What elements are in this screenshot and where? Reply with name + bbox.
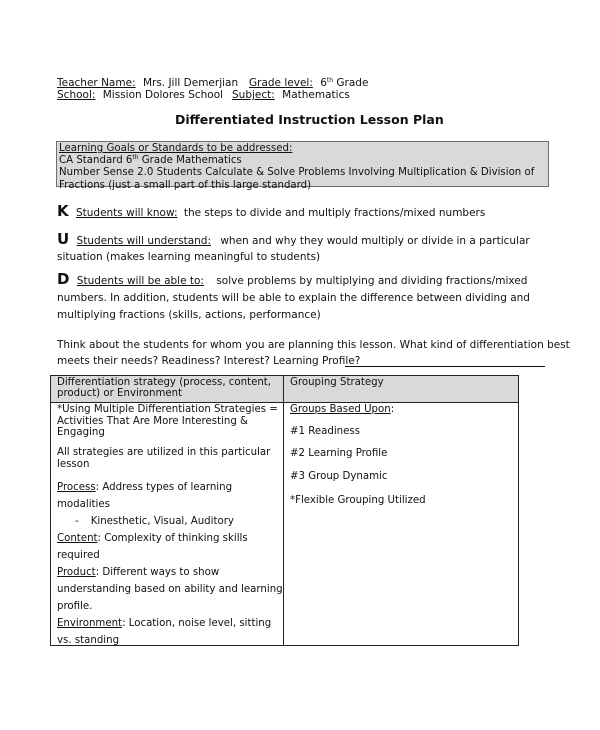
school-value: Mission Dolores School [102, 89, 224, 101]
subject-value: Mathematics [282, 89, 350, 101]
subject-row [232, 89, 350, 101]
understand-label: Students will understand: [76, 235, 211, 247]
modality-bullet [75, 516, 234, 528]
strategy-line-4: All strategies are utilized in this particular [57, 447, 271, 458]
environment-label: Environment [57, 618, 123, 629]
groups-heading-label: Groups Based Upon [290, 404, 391, 415]
able-text-2: numbers. In addition, students will be able to explain the difference between dividing and [57, 292, 530, 304]
understand-row [57, 230, 530, 248]
able-row [57, 270, 527, 288]
content-line-2: required [57, 550, 100, 561]
strategy-line-3: Engaging [57, 427, 105, 438]
col-header-grouping-label: Grouping Strategy [290, 377, 384, 388]
process-line [57, 482, 232, 494]
table-header-row [51, 376, 519, 403]
strategy-cell [51, 403, 284, 646]
know-letter: K [57, 202, 69, 220]
product-label: Product [57, 567, 96, 578]
understand-letter: U [57, 230, 70, 248]
table-row [51, 403, 519, 646]
learning-goals-line3: Number Sense 2.0 Students Calculate & Solve Problems Involving Multiplication & Division of [59, 167, 535, 179]
col-header-strategy-l1: Differentiation strategy (process, content, [57, 377, 272, 388]
product-line [57, 567, 219, 579]
teacher-name-row [57, 77, 238, 89]
content-text: : Complexity of thinking skills [97, 533, 248, 544]
groups-heading-colon: : [390, 404, 395, 415]
able-label: Students will be able to: [76, 275, 204, 287]
strategy-line-5: lesson [57, 459, 90, 470]
group-item-3: #3 Group Dynamic [290, 471, 388, 482]
teacher-name-label: Teacher Name: [57, 77, 136, 89]
col-header-strategy [51, 376, 284, 403]
grouping-cell [284, 403, 519, 646]
environment-text: : Location, noise level, sitting [122, 618, 272, 629]
prompt-line-2: meets their needs? Readiness? Interest? Learning Profile? [57, 355, 361, 367]
process-line-2: modalities [57, 499, 110, 510]
teacher-name-value: Mrs. Jill Demerjian [142, 77, 239, 89]
strategy-table [50, 375, 519, 646]
able-text-3: multiplying fractions (skills, actions, performance) [57, 309, 321, 321]
process-label: Process [57, 482, 96, 493]
strategy-line-2: Activities That Are More Interesting & [57, 416, 248, 427]
product-text: : Different ways to show [95, 567, 220, 578]
bullet-dash: - [75, 516, 79, 527]
prompt-line-1: Think about the students for whom you are planning this lesson. What kind of differentiation best [57, 339, 570, 351]
understand-text-1: when and why they would multiply or divide in a particular [220, 235, 530, 247]
modality-text: Kinesthetic, Visual, Auditory [90, 516, 234, 527]
content-line [57, 533, 248, 545]
col-header-strategy-l2: product) or Environment [57, 388, 183, 399]
able-letter: D [57, 270, 70, 288]
know-row [57, 202, 485, 220]
understand-text-2: situation (makes learning meaningful to students) [57, 251, 321, 263]
school-row [57, 89, 223, 101]
able-text-1: solve problems by multiplying and dividing fractions/mixed [216, 275, 528, 287]
learning-goals-heading: Learning Goals or Standards to be addressed: [59, 143, 293, 154]
content-label: Content [57, 533, 98, 544]
groups-heading [290, 404, 394, 416]
know-label: Students will know: [75, 207, 178, 219]
page-title: Differentiated Instruction Lesson Plan [175, 112, 444, 127]
grade-level-label: Grade level: [249, 77, 313, 89]
environment-line [57, 618, 271, 630]
product-line-3: profile. [57, 601, 93, 612]
learning-goals-box [56, 141, 549, 191]
learning-goals-line4: Fractions (just a small part of this large standard) [59, 179, 312, 191]
know-text: the steps to divide and multiply fractions/mixed numbers [183, 207, 486, 219]
group-item-2: #2 Learning Profile [290, 448, 388, 459]
grade-level-row [249, 77, 368, 89]
school-label: School: [57, 89, 96, 101]
col-header-grouping [284, 376, 519, 403]
subject-label: Subject: [232, 89, 275, 101]
learning-goals-standard: CA Standard 6th Grade Mathematics [59, 154, 242, 167]
environment-line-2: vs. standing [57, 635, 120, 646]
group-item-4: *Flexible Grouping Utilized [290, 495, 426, 506]
strategy-line-1: *Using Multiple Differentiation Strategies = [57, 404, 278, 415]
grade-level-value: 6th Grade [320, 77, 369, 89]
group-item-1: #1 Readiness [290, 426, 361, 437]
product-line-2: understanding based on ability and learning [57, 584, 283, 595]
answer-blank-line [345, 366, 545, 367]
process-text: : Address types of learning [95, 482, 233, 493]
